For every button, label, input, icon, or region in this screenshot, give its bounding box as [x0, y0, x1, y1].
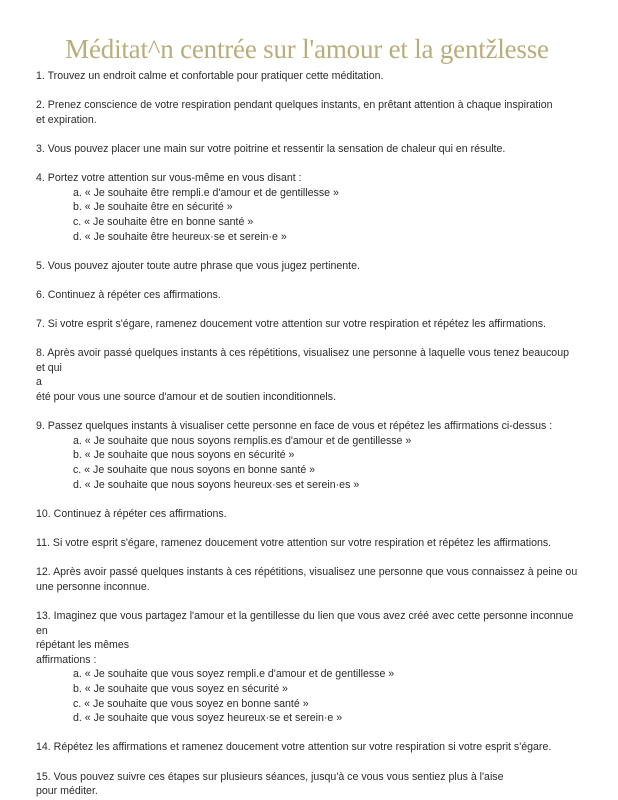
affirmation-item: b. « Je souhaite que nous soyons en sécurité »	[73, 449, 295, 462]
affirmation-item: b. « Je souhaite être en sécurité »	[73, 201, 233, 214]
step-line: 8. Après avoir passé quelques instants à ces répétitions, visualisez une personne à laquelle vous tenez beaucoup et qui	[36, 347, 569, 374]
step-item	[36, 171, 578, 244]
step-item	[36, 69, 578, 84]
step-line: 15. Vous pouvez suivre ces étapes sur plusieurs séances, jusqu'à ce vous vous sentiez plus à l'aise	[36, 770, 504, 783]
affirmation-item: b. « Je souhaite que vous soyez en sécurité »	[73, 682, 288, 695]
step-item	[36, 98, 578, 127]
step-line: et expiration.	[36, 113, 97, 126]
affirmation-item: d. « Je souhaite que vous soyez heureux·se et serein·e »	[73, 712, 343, 725]
step-line: 9. Passez quelques instants à visualiser cette personne en face de vous et répétez les affirmations ci-dessus :	[36, 420, 553, 433]
step-item	[36, 536, 578, 551]
step-item	[36, 288, 578, 303]
steps-list	[36, 69, 578, 799]
step-line: 5. Vous pouvez ajouter toute autre phrase que vous jugez pertinente.	[36, 259, 360, 272]
affirmation-list	[36, 186, 578, 244]
step-line: 10. Continuez à répéter ces affirmations.	[36, 507, 227, 520]
step-line: répétant les mêmes	[36, 639, 130, 652]
affirmation-list	[36, 434, 578, 492]
affirmation-item: d. « Je souhaite que nous soyons heureux·ses et serein·es »	[73, 478, 360, 491]
affirmation-item: d. « Je souhaite être heureux·se et serein·e »	[73, 230, 287, 243]
affirmation-item: a. « Je souhaite être rempli.e d'amour et de gentillesse »	[73, 186, 339, 199]
step-line: a	[36, 376, 42, 389]
step-line: 3. Vous pouvez placer une main sur votre poitrine et ressentir la sensation de chaleur qui en résulte.	[36, 142, 506, 155]
step-item	[36, 507, 578, 522]
affirmation-item: a. « Je souhaite que nous soyons remplis.es d'amour et de gentillesse »	[73, 434, 412, 447]
step-item	[36, 609, 578, 726]
step-line: 1. Trouvez un endroit calme et confortable pour pratiquer cette méditation.	[36, 70, 384, 82]
step-line: affirmations :	[36, 653, 97, 666]
step-line: 6. Continuez à répéter ces affirmations.	[36, 288, 221, 301]
step-item	[36, 346, 578, 404]
step-item	[36, 142, 578, 157]
affirmation-item: c. « Je souhaite être en bonne santé »	[73, 215, 254, 228]
affirmation-item: c. « Je souhaite que vous soyez en bonne santé »	[73, 697, 309, 710]
step-line: une personne inconnue.	[36, 580, 150, 593]
affirmation-item: a. « Je souhaite que vous soyez rempli.e d'amour et de gentillesse »	[73, 668, 395, 681]
step-item	[36, 419, 578, 492]
step-line: 7. Si votre esprit s'égare, ramenez doucement votre attention sur votre respiration et répétez les affirmations.	[36, 318, 546, 331]
step-line: 4. Portez votre attention sur vous-même en vous disant :	[36, 172, 302, 185]
page-title: Méditat^n centrée sur l'amour et la gentžlesse	[65, 34, 549, 64]
affirmation-list	[36, 667, 578, 725]
step-item	[36, 770, 578, 799]
step-line: 13. Imaginez que vous partagez l'amour et la gentillesse du lien que vous avez créé avec cette personne inconnue en	[36, 609, 574, 637]
step-item	[36, 565, 578, 594]
step-item	[36, 317, 578, 332]
step-line: été pour vous une source d'amour et de soutien inconditionnels.	[36, 391, 337, 404]
step-line: pour méditer.	[36, 785, 98, 798]
step-line: 14. Répétez les affirmations et ramenez doucement votre attention sur votre respiration si votre esprit s'égare.	[36, 741, 552, 754]
step-line: 12. Après avoir passé quelques instants à ces répétitions, visualisez une personne que vous connaissez à peine ou	[36, 566, 578, 579]
step-line: 11. Si votre esprit s'égare, ramenez doucement votre attention sur votre respiration et répétez les affirmations.	[36, 537, 552, 549]
step-item	[36, 740, 578, 755]
step-line: 2. Prenez conscience de votre respiration pendant quelques instants, en prêtant attention à chaque inspiration	[36, 99, 553, 112]
step-item	[36, 259, 578, 274]
affirmation-item: c. « Je souhaite que nous soyons en bonne santé »	[73, 464, 316, 477]
